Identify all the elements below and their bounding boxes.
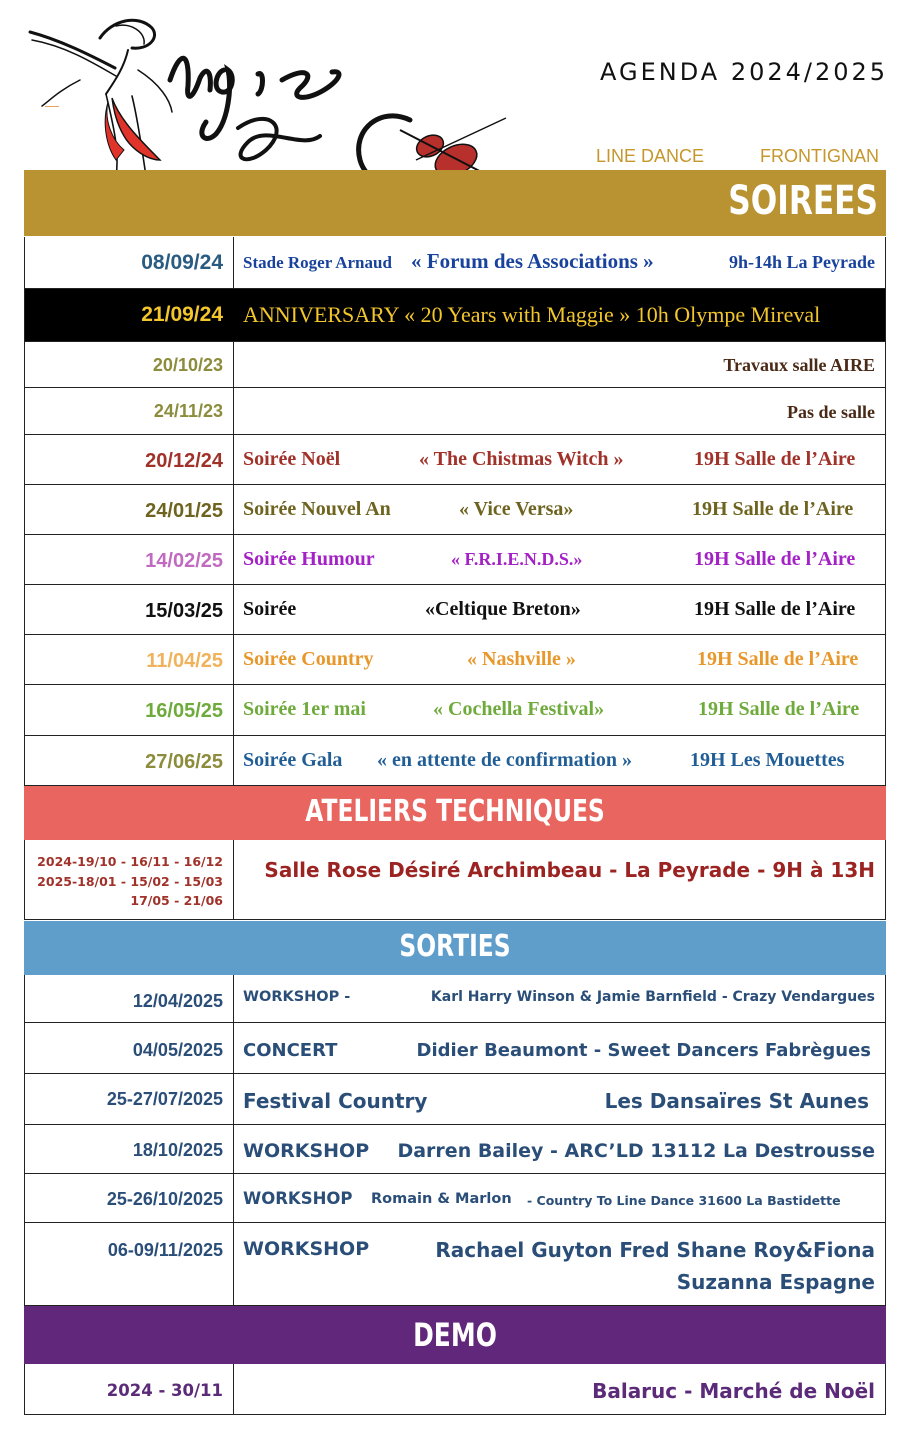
outing-date: 25-26/10/2025: [106, 1189, 223, 1209]
outing-type: Festival Country: [243, 1089, 428, 1113]
event-place: Stade Roger Arnaud: [243, 253, 392, 272]
event-theme: « Cochella Festival»: [433, 698, 605, 720]
table-row: [24, 342, 886, 388]
outing-type: WORKSHOP: [243, 1238, 370, 1260]
table-row: [24, 1223, 886, 1306]
event-date: 24/11/23: [153, 401, 223, 421]
event-date: 11/04/25: [146, 650, 223, 672]
outing-date: 06-09/11/2025: [107, 1240, 223, 1260]
event-title: « Forum des Associations »: [411, 249, 654, 273]
table-row: [24, 840, 886, 920]
event-time: 19H Salle de l’Aire: [694, 548, 856, 570]
outing-date: 04/05/2025: [132, 1040, 223, 1060]
table-row: [24, 485, 886, 535]
table-row: [24, 635, 886, 685]
outing-detail: Rachael Guyton Fred Shane Roy&Fiona: [435, 1238, 875, 1262]
outing-type: CONCERT: [243, 1040, 338, 1061]
agenda-title: AGENDA 2024/2025: [600, 58, 889, 86]
table-row-highlight: [24, 289, 886, 342]
outing-type: WORKSHOP: [243, 1140, 370, 1162]
outing-detail: Darren Bailey - ARC’LD 13112 La Destrousse: [397, 1140, 875, 1162]
event-name: Soirée 1er mai: [243, 698, 366, 720]
section-title: SORTIES: [399, 929, 511, 964]
table-row: [24, 585, 886, 635]
demo-location: Balaruc - Marché de Noël: [592, 1379, 875, 1403]
event-date: 24/01/25: [145, 500, 223, 522]
section-title: ATELIERS TECHNIQUES: [305, 794, 605, 829]
event-date: 08/09/24: [141, 251, 223, 274]
event-date: 20/10/23: [152, 355, 223, 375]
table-row: [24, 685, 886, 736]
outing-detail: Didier Beaumont - Sweet Dancers Fabrègues: [416, 1040, 871, 1061]
outing-type: WORKSHOP -: [243, 989, 351, 1005]
atelier-dates-2024: 2024-19/10 - 16/11 - 16/12: [37, 854, 223, 869]
event-date: 14/02/25: [145, 550, 223, 572]
event-name: Soirée Nouvel An: [243, 498, 391, 520]
event-time: 19H Les Mouettes: [690, 749, 845, 771]
decorative-dash: [45, 106, 59, 107]
table-row: [24, 237, 886, 289]
event-theme: « en attente de confirmation »: [377, 749, 632, 771]
atelier-location: Salle Rose Désiré Archimbeau - La Peyrade - 9H à 13H: [264, 858, 875, 882]
event-theme: « F.R.I.E.N.D.S.»: [451, 549, 583, 569]
event-theme: « The Chistmas Witch »: [419, 448, 624, 470]
outing-detail: Les Dansaïres St Aunes: [604, 1089, 869, 1113]
event-time: 19H Salle de l’Aire: [698, 698, 860, 720]
outing-date: 18/10/2025: [132, 1140, 223, 1160]
section-title: SOIREES: [728, 178, 878, 224]
table-row: [24, 1074, 886, 1125]
section-header-demo: [24, 1306, 886, 1364]
event-name: Soirée Humour: [243, 548, 375, 570]
section-title: DEMO: [413, 1316, 497, 1354]
event-theme: «Celtique Breton»: [425, 598, 581, 620]
outing-date: 25-27/07/2025: [106, 1089, 223, 1109]
table-row: [24, 435, 886, 485]
table-row: [24, 1364, 886, 1415]
event-title: ANNIVERSARY « 20 Years with Maggie » 10h Olympe Mireval: [243, 302, 821, 327]
table-row: [24, 736, 886, 786]
event-name: Soirée Noël: [243, 448, 341, 470]
table-row: [24, 1023, 886, 1074]
event-time: 9h-14h La Peyrade: [729, 252, 875, 272]
event-time: 19H Salle de l’Aire: [694, 448, 856, 470]
table-row: [24, 388, 886, 435]
section-header-soirees: [24, 170, 886, 236]
outing-detail: Karl Harry Winson & Jamie Barnfield - Crazy Vendargues: [430, 989, 875, 1005]
event-date: 21/09/24: [141, 303, 223, 326]
table-row: [24, 535, 886, 585]
event-name: Soirée Country: [243, 648, 374, 670]
event-note: Travaux salle AIRE: [723, 355, 875, 375]
event-date: 27/06/25: [145, 751, 223, 773]
event-date: 15/03/25: [145, 600, 223, 622]
event-note: Pas de salle: [787, 402, 875, 422]
table-row: [24, 1174, 886, 1223]
event-date: 16/05/25: [145, 700, 223, 722]
atelier-dates-2025: 2025-18/01 - 15/02 - 15/03: [37, 874, 223, 889]
outing-detail-line2: Suzanna Espagne: [676, 1270, 875, 1294]
event-name: Soirée: [243, 598, 297, 620]
table-row: [24, 1125, 886, 1174]
outing-detail: - Country To Line Dance 31600 La Bastidette: [527, 1193, 841, 1208]
outing-date: 12/04/2025: [132, 991, 223, 1011]
event-time: 19H Salle de l’Aire: [697, 648, 859, 670]
event-date: 20/12/24: [145, 450, 223, 472]
section-header-sorties: [24, 921, 886, 975]
event-name: Soirée Gala: [243, 749, 343, 771]
subtitle-frontignan: FRONTIGNAN: [760, 146, 879, 166]
subtitle-line-dance: LINE DANCE: [596, 146, 705, 166]
section-header-ateliers: [24, 786, 886, 840]
atelier-dates-2025-cont: 17/05 - 21/06: [130, 893, 223, 908]
demo-date: 2024 - 30/11: [106, 1381, 223, 1400]
event-time: 19H Salle de l’Aire: [694, 598, 856, 620]
event-theme: « Nashville »: [467, 648, 576, 670]
outing-detail-names: Romain & Marlon: [371, 1191, 512, 1207]
event-time: 19H Salle de l’Aire: [692, 498, 854, 520]
outing-type: WORKSHOP: [243, 1189, 353, 1208]
event-theme: « Vice Versa»: [459, 498, 574, 520]
table-row: [24, 975, 886, 1023]
